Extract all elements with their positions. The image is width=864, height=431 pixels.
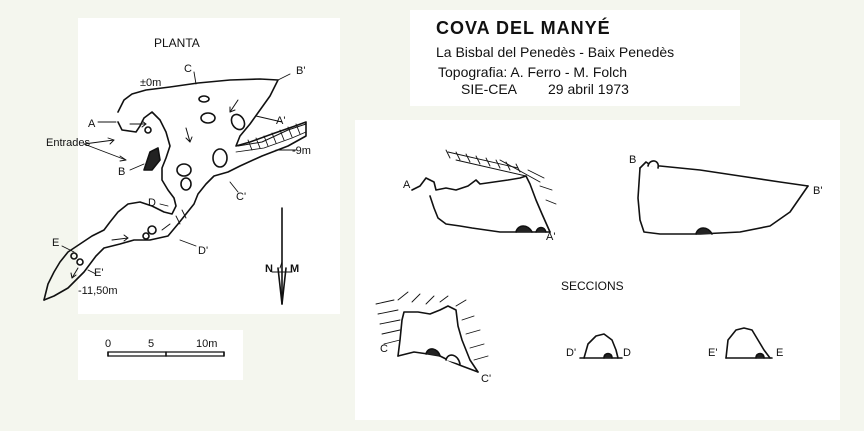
plan-heading: PLANTA [154,36,200,50]
north-arrow [272,208,292,304]
section-dd-drawing [580,334,622,358]
survey-date: 29 abril 1973 [548,81,629,97]
plan-label-a: A [88,118,96,130]
plan-label-e-prime: E' [94,267,104,279]
compass-m: M [290,263,300,275]
section-aa-hatching [446,150,556,204]
section-bb-left: B [629,154,637,166]
section-aa-right: A' [546,231,556,243]
section-ee-right: E [776,347,784,359]
compass-n: N [265,263,273,275]
section-aa-left: A [403,179,411,191]
plan-label-a-prime: A' [276,115,286,127]
scale-tick-0: 0 [105,338,112,350]
entrance-b-shape [144,148,160,170]
survey-credit: Topografia: A. Ferro - M. Folch [438,64,628,80]
section-cc-left: C [380,343,388,355]
sections-heading: SECCIONS [561,279,624,293]
section-ee-left: E' [708,347,718,359]
plan-label-d: D [148,197,156,209]
scale-tick-10: 10m [196,338,218,350]
section-bb-drawing [638,161,808,234]
location-text: La Bisbal del Penedès - Baix Penedès [436,44,675,60]
scale-tick-5: 5 [148,338,155,350]
plan-label-c: C [184,63,192,75]
plan-label-c-prime: C' [236,191,247,203]
section-cc-drawing [398,306,478,372]
flow-arrows [71,100,238,278]
plan-label-e: E [52,237,60,249]
depth-entrance: ±0m [140,77,162,89]
section-cut-lines [62,72,296,274]
cave-title: COVA DEL MANYÉ [436,18,611,38]
section-ee-drawing [726,328,772,358]
section-aa-drawing [412,176,550,232]
section-dd-left: D' [566,347,577,359]
depth-right-gallery: -9m [292,145,311,157]
section-cc-right: C' [481,373,492,385]
entrances-label: Entrades [46,137,91,149]
depth-bottom: -11,50m [78,285,118,297]
section-dd-right: D [623,347,631,359]
survey-group: SIE-CEA [461,81,518,97]
plan-label-b-prime: B' [296,65,306,77]
section-bb-right: B' [813,185,823,197]
plan-label-b: B [118,166,126,178]
scale-bar [108,352,224,356]
plan-label-d-prime: D' [198,245,209,257]
